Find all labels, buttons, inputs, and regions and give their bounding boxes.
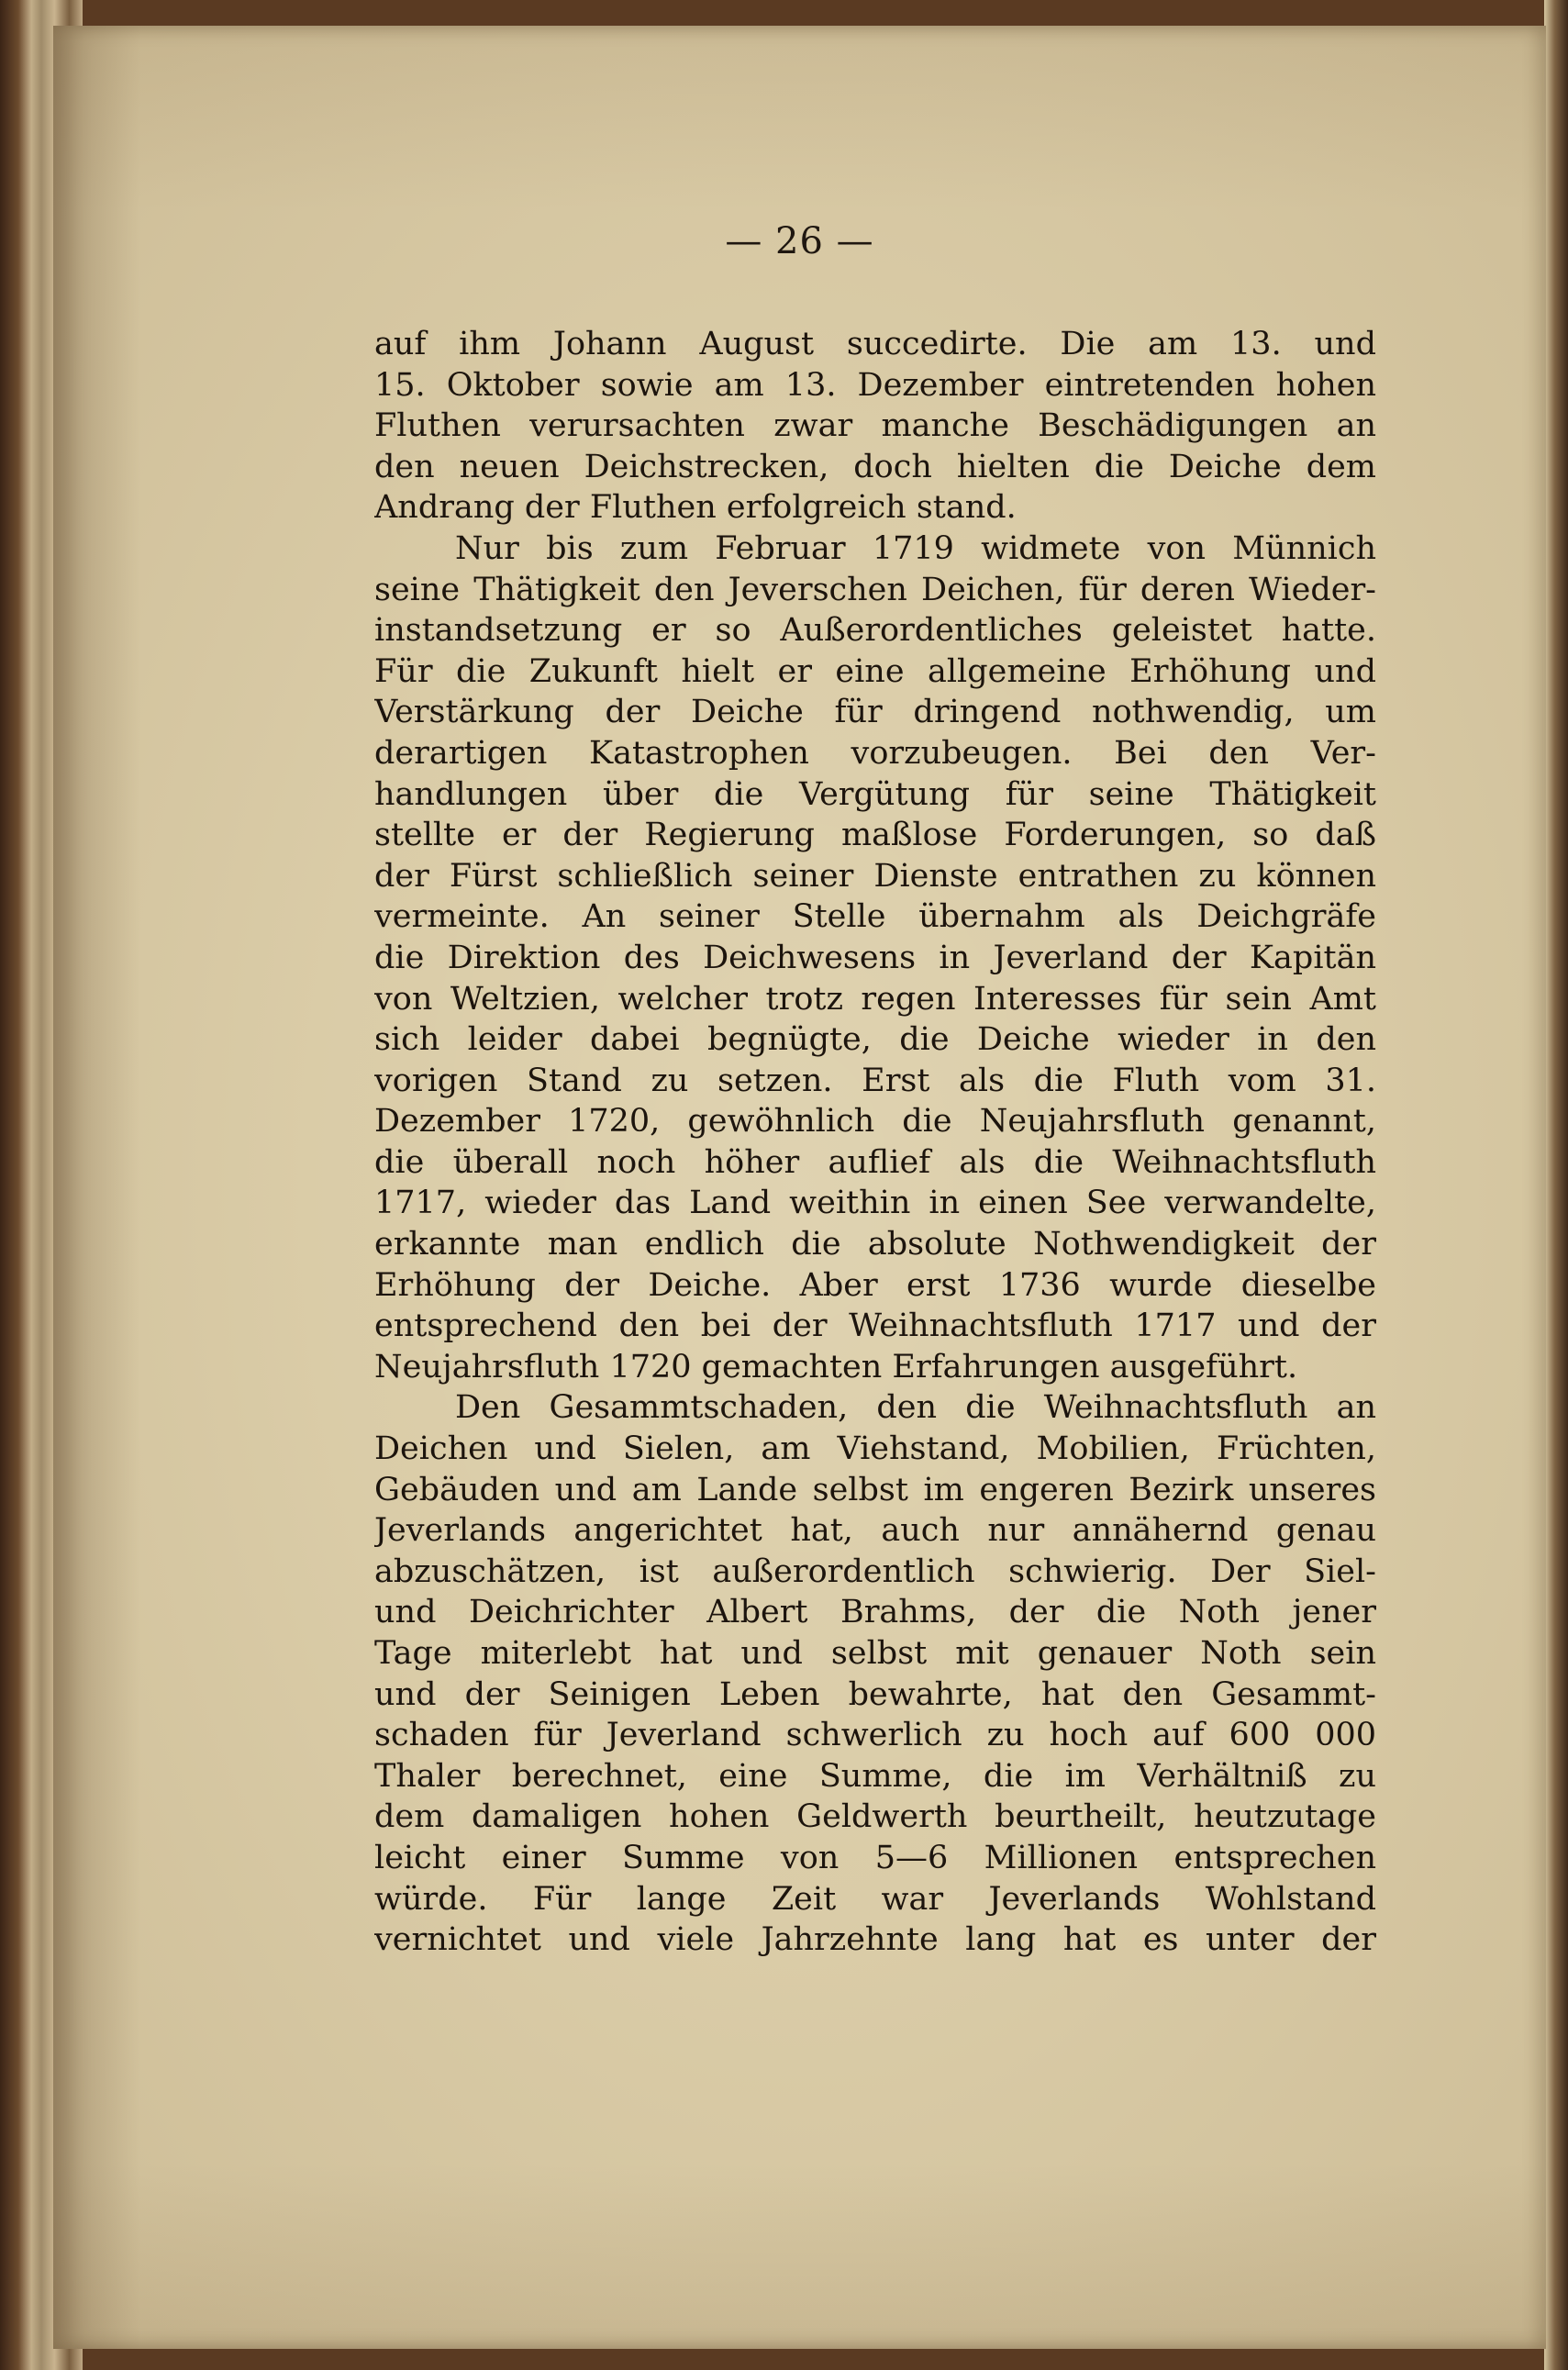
text-line: Thaler berechnet, eine Summe, die im Verhältniß zu	[374, 1757, 1376, 1795]
text-line: sich leider dabei begnügte, die Deiche wieder in den	[374, 1021, 1376, 1059]
text-line: den neuen Deichstrecken, doch hielten die Deiche dem	[374, 448, 1376, 485]
text-line: Den Gesammtschaden, den die Weihnachtsfluth an	[455, 1389, 1376, 1427]
text-line: derartigen Katastrophen vorzubeugen. Bei den Ver-	[374, 734, 1376, 772]
text-line: leicht einer Summe von 5—6 Millionen entsprechen	[374, 1839, 1376, 1876]
text-line: Fluthen verursachten zwar manche Beschädigungen an	[374, 407, 1376, 445]
text-line: Andrang der Fluthen erfolgreich stand.	[374, 489, 1017, 527]
text-line: Deichen und Sielen, am Viehstand, Mobilien, Früchten,	[374, 1430, 1376, 1468]
text-line: vermeinte. An seiner Stelle übernahm als Deichgräfe	[374, 898, 1376, 936]
book-page	[53, 26, 1546, 2349]
text-line: schaden für Jeverland schwerlich zu hoch auf 600 000	[374, 1717, 1376, 1754]
page-number: — 26 —	[725, 220, 874, 262]
book-right-edge	[1544, 0, 1568, 2370]
body-text	[374, 324, 1376, 1961]
text-line: Jeverlands angerichtet hat, auch nur annähernd genau	[374, 1512, 1376, 1550]
text-line: würde. Für lange Zeit war Jeverlands Wohlstand	[374, 1880, 1376, 1918]
text-line: Neujahrsfluth 1720 gemachten Erfahrungen ausgeführt.	[374, 1348, 1298, 1385]
text-line: die Direktion des Deichwesens in Jeverland der Kapitän	[374, 939, 1376, 976]
text-line: vernichtet und viele Jahrzehnte lang hat es unter der	[374, 1921, 1376, 1959]
text-line: Dezember 1720, gewöhnlich die Neujahrsfluth genannt,	[374, 1103, 1376, 1140]
text-line: und der Seinigen Leben bewahrte, hat den Gesammt-	[374, 1675, 1376, 1713]
text-line: und Deichrichter Albert Brahms, der die Noth jener	[374, 1594, 1376, 1631]
text-line: der Fürst schließlich seiner Dienste entrathen zu können	[374, 857, 1376, 895]
text-line: erkannte man endlich die absolute Nothwendigkeit der	[374, 1226, 1376, 1263]
text-line: von Weltzien, welcher trotz regen Interesses für sein Amt	[374, 980, 1376, 1018]
text-line: Erhöhung der Deiche. Aber erst 1736 wurde dieselbe	[374, 1266, 1376, 1304]
text-line: vorigen Stand zu setzen. Erst als die Fluth vom 31.	[374, 1062, 1376, 1099]
text-line: abzuschätzen, ist außerordentlich schwierig. Der Siel-	[374, 1552, 1376, 1590]
text-line: stellte er der Regierung maßlose Forderungen, so daß	[374, 817, 1376, 854]
text-line: 1717, wieder das Land weithin in einen See verwandelte,	[374, 1185, 1376, 1222]
text-line: Für die Zukunft hielt er eine allgemeine Erhöhung und	[374, 652, 1376, 690]
text-line: handlungen über die Vergütung für seine Thätigkeit	[374, 775, 1376, 813]
text-line: entsprechend den bei der Weihnachtsfluth 1717 und der	[374, 1307, 1376, 1345]
text-line: auf ihm Johann August succedirte. Die am 13. und	[374, 326, 1376, 362]
text-line: Verstärkung der Deiche für dringend nothwendig, um	[374, 694, 1376, 731]
text-line: seine Thätigkeit den Jeverschen Deichen, für deren Wieder-	[374, 571, 1376, 608]
text-line: dem damaligen hohen Geldwerth beurtheilt, heutzutage	[374, 1798, 1376, 1836]
text-line: Gebäuden und am Lande selbst im engeren Bezirk unseres	[374, 1471, 1376, 1508]
text-line: Tage miterlebt hat und selbst mit genauer Noth sein	[374, 1635, 1376, 1672]
text-line: instandsetzung er so Außerordentliches geleistet hatte.	[374, 612, 1376, 650]
text-line: Nur bis zum Februar 1719 widmete von Münnich	[455, 529, 1376, 567]
text-line: die überall noch höher auflief als die Weihnachtsfluth	[374, 1143, 1376, 1181]
text-line: 15. Oktober sowie am 13. Dezember eintretenden hohen	[374, 366, 1376, 404]
page-gutter-shadow	[53, 26, 140, 2349]
